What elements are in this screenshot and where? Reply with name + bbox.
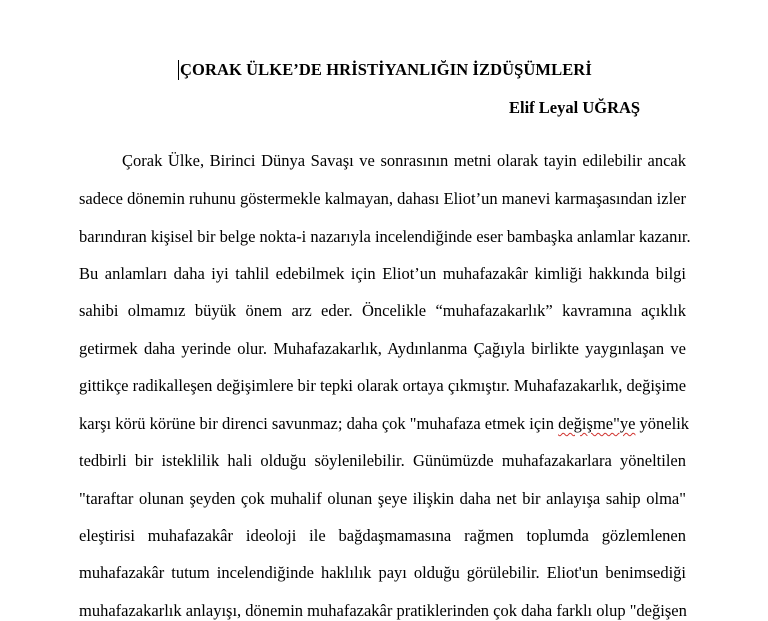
text-cursor xyxy=(178,60,179,80)
paragraph-line[interactable]: Bu anlamları daha iyi tahlil edebilmek için Eliot’un muhafazakâr kimliği hakkında bilgi xyxy=(79,264,686,283)
line-segment: karşı körü körüne bir direnci savunmaz; daha çok "muhafaza etmek için xyxy=(79,414,559,433)
paragraph-line[interactable] xyxy=(79,414,690,434)
paragraph-line[interactable]: muhafazakarlık anlayışı, dönemin muhafazakâr pratiklerinden çok daha farklı olup "değişen xyxy=(79,601,687,620)
paragraph-line[interactable]: eleştirisi muhafazakâr ideoloji ile bağdaşmamasına rağmen toplumda gözlemlenen xyxy=(79,526,686,545)
document-title[interactable]: ÇORAK ÜLKE’DE HRİSTİYANLIĞIN İZDÜŞÜMLERİ xyxy=(180,60,592,79)
paragraph-line[interactable]: tedbirli bir isteklilik hali olduğu söylenilebilir. Günümüzde muhafazakarlara yöneltilen xyxy=(79,451,686,470)
paragraph-line[interactable]: sahibi olmamız büyük önem arz eder. Öncelikle “muhafazakarlık” kavramına açıklık xyxy=(79,301,686,320)
paragraph-line[interactable]: barındıran kişisel bir belge nokta-i nazarıyla incelendiğinde eser bambaşka anlamlar kazanır. xyxy=(79,227,691,246)
paragraph-line[interactable]: Çorak Ülke, Birinci Dünya Savaşı ve sonrasının metni olarak tayin edilebilir ancak xyxy=(122,151,686,170)
spelling-flagged-word[interactable]: değişme"ye xyxy=(558,414,636,433)
paragraph-line[interactable]: getirmek daha yerinde olur. Muhafazakarlık, Aydınlanma Çağıyla birlikte yaygınlaşan ve xyxy=(79,339,686,358)
paragraph-line[interactable]: muhafazakâr tutum incelendiğinde haklılık payı olduğu görülebilir. Eliot'un benimsediği xyxy=(79,563,686,582)
paragraph-line[interactable]: gittikçe radikalleşen değişimlere bir tepki olarak ortaya çıkmıştır. Muhafazakarlık, değişime xyxy=(79,376,687,395)
paragraph-line[interactable]: "taraftar olunan şeyden çok muhalif olunan şeye ilişkin daha net bir anlayışa sahip olma" xyxy=(79,489,686,508)
line-segment: yönelik xyxy=(635,414,690,433)
paragraph-line[interactable]: sadece dönemin ruhunu göstermekle kalmayan, dahası Eliot’un manevi karmaşasından izler xyxy=(79,189,686,208)
author-name[interactable]: Elif Leyal UĞRAŞ xyxy=(509,98,641,117)
